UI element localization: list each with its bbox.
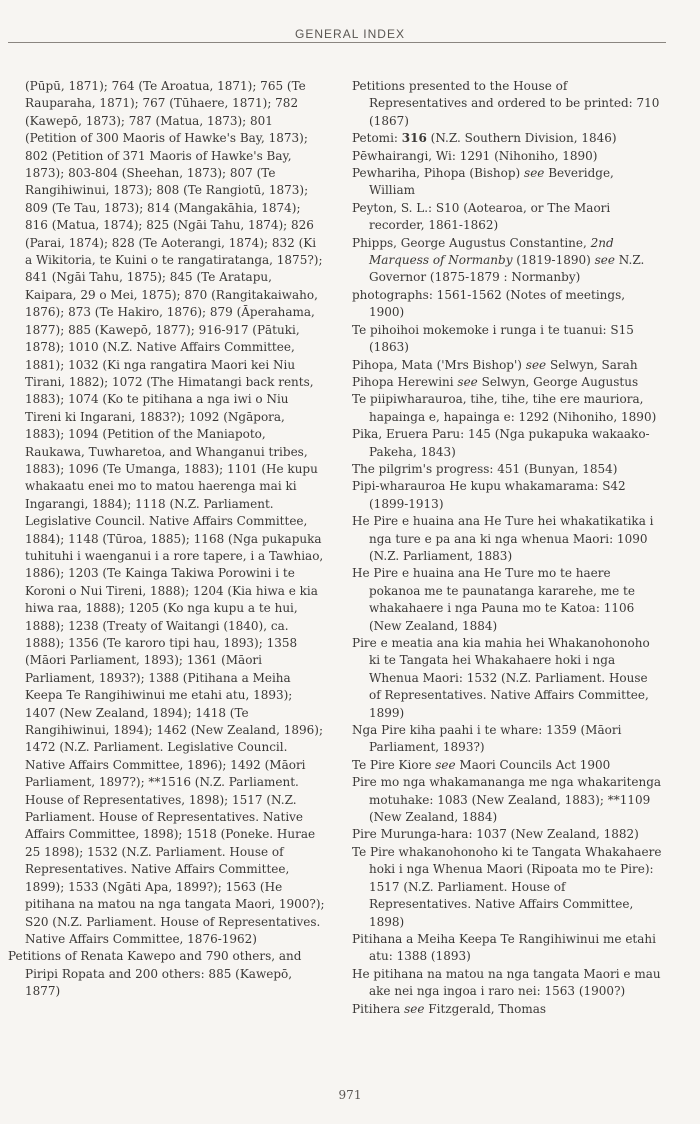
index-entry: The pilgrim's progress: 451 (Bunyan, 1854) xyxy=(352,461,618,476)
index-entry: Pire e meatia ana kia mahia hei Whakanohonoho ki te Tangata hei Whakahaere hoki i nga Whenua Maori: 1532 (N.Z. Parliament. House of Representatives. Native Affairs Committee, 1899) xyxy=(352,636,650,720)
entry-text: Te Pire Kiore xyxy=(352,757,436,772)
index-entry: Petitions presented to the House of Representatives and ordered to be printed: 710 (1867) xyxy=(352,79,660,128)
see-reference: see xyxy=(404,1001,425,1016)
index-entry: Te piipiwharauroa, tihe, tihe, tihe ere mauriora, hapainga e, hapainga e: 1292 (Nihoniho, 1890) xyxy=(352,392,657,424)
entry-text: (N.Z. Southern Division, 1846) xyxy=(426,131,617,146)
bold-reference: 316 xyxy=(401,131,427,146)
index-entry: Te Pire whakanohonoho ki te Tangata Whakahaere hoki i nga Whenua Maori (Ripoata mo te Pire): 1517 (N.Z. Parliament. House of Representatives. Native Affairs Committee, 1898) xyxy=(352,844,662,929)
entry-text: Fitzgerald, Thomas xyxy=(424,1001,547,1016)
index-entry: Pipi-wharauroa He kupu whakamarama: S42 (1899-1913) xyxy=(352,479,626,511)
index-entry: Pēwhairangi, Wi: 1291 (Nihoniho, 1890) xyxy=(352,148,598,163)
index-entry: Nga Pire kiha paahi i te whare: 1359 (Māori Parliament, 1893?) xyxy=(352,723,622,755)
index-entry: Pitihana a Meiha Keepa Te Rangihiwinui me etahi atu: 1388 (1893) xyxy=(352,931,656,964)
entry-text: Pihopa, Mata ('Mrs Bishop') xyxy=(352,357,526,372)
index-entry: Pika, Eruera Paru: 145 (Nga pukapuka wakaako-Pakeha, 1843) xyxy=(352,427,650,459)
header-rule xyxy=(8,42,666,43)
index-entry: photographs: 1561-1562 (Notes of meetings, 1900) xyxy=(352,287,626,320)
entry-text: Selwyn, George Augustus xyxy=(477,374,639,389)
index-entry: He pitihana na matou na nga tangata Maori e mau ake nei nga ingoa i raro nei: 1563 (1900?) xyxy=(352,966,661,999)
entry-text: (1819-1890) xyxy=(512,253,595,268)
index-entry: Te pihoihoi mokemoke i runga i te tuanui: S15 (1863) xyxy=(352,322,634,355)
index-entry-continuation: (Pūpū, 1871); 764 (Te Aroatua, 1871); 765 (Te Rauparaha, 1871); 767 (Tūhaere, 1871); 782 (Kawepō, 1873); 787 (Matua, 1873); 801 (Petition of 300 Maoris of Hawke's Bay, 1873); 802 (Petition of 371 Maoris of Hawke's Bay, 1873); 803-804 (Sheehan, 1873); 807 (Te Rangihiwinui, 1873); 808 (Te Rangiotū, 1873); 809 (Te Tau, 1873); 814 (Mangakāhia, 1874); 816 (Matua, 1874); 825 (Ngāi Tahu, 1874); 826 (Parai, 1874); 828 (Te Aoterangi, 1874); 832 (Ki a Wikitoria, te Kuini o te rangatiratanga, 1875?); 841 (Ngāi Tahu, 1875); 845 (Te Aratapu, Kaipara, 29 o Mei, 1875); 870 (Rangitakaiwaho, 1876); 873 (Te Hakiro, 1876); 879 (Āperahama, 1877); 885 (Kawepō, 1877); 916-917 (Pātuki, 1878); 1010 (N.Z. Native Affairs Committee, 1881); 1032 (Ki nga rangatira Maori kei Niu Tirani, 1882); 1072 (The Himatangi back rents, 1883); 1074 (Ko te pitihana a nga iwi o Niu Tireni ki Ingarani, 1883?); 1092 (Ngāpora, 1883); 1094 (Petition of the Maniapoto, Raukawa, Tuwharetoa, and Whanganui tribes, 1883); 1096 (Te Umanga, 1883); 1101 (He kupu whakaatu enei mo to matou haerenga mai ki Ingarangi, 1884); 1118 (N.Z. Parliament. Legislative Council. Native Affairs Committee, 1884); 1148 (Tūroa, 1885); 1168 (Nga pukapuka tuhituhi i waenganui i a rore tapere, i a Tawhiao, 1886); 1203 (Te Kainga Takiwa Porowini i te Koroni o Nui Tireni, 1888); 1204 (Kia hiwa e kia hiwa raa, 1888); 1205 (Ko nga kupu a te hui, 1888); 1238 (Treaty of Waitangi (1840), ca. 1888); 1356 (Te karoro tipi hau, 1893); 1358 (Māori Parliament, 1893); 1361 (Māori Parliament, 1893?); 1388 (Pitihana a Meiha Keepa Te Rangihiwinui me etahi atu, 1893); 1407 (New Zealand, 1894); 1418 (Te Rangihiwinui, 1894); 1462 (New Zealand, 1896); 1472 (N.Z. Parliament. Legislative Council. Native Affairs Committee, 1896); 1492 (Māori Parliament, 1897?); **1516 (N.Z. Parliament. House of Representatives, 1898); 1517 (N.Z. Parliament. House of Representatives. Native Affairs Committee, 1898); 1518 (Poneke. Hurae 25 1898); 1532 (N.Z. Parliament. House of Representatives. Native Affairs Committee, 1899); 1533 (Ngāti Apa, 1899?); 1563 (He pitihana na matou na nga tangata Maori, 1900?); S20 (N.Z. Parliament. House of Representatives. Native Affairs Committee, 1876-1962) xyxy=(25,79,325,946)
index-entry xyxy=(352,757,662,774)
entry-text: Maori Councils Act 1900 xyxy=(455,757,611,772)
index-entry xyxy=(352,165,662,200)
see-reference: see xyxy=(594,253,615,268)
index-entry xyxy=(352,130,662,147)
entry-text: Pewhariha, Pihopa (Bishop) xyxy=(352,166,525,181)
index-entry: He Pire e huaina ana He Ture hei whakatikatika i nga ture e pa ana ki nga whenua Maori: 1090 (N.Z. Parliament, 1883) xyxy=(352,514,654,563)
entry-text: Selwyn, Sarah xyxy=(546,357,638,372)
index-entry: He Pire e huaina ana He Ture mo te haere pokanoa me te paunatanga kararehe, me te whakahaere i nga Pauna mo te Katoa: 1106 (New Zealand, 1884) xyxy=(352,566,635,633)
entry-text: Phipps, George Augustus Constantine, xyxy=(352,235,591,250)
index-entry: Petitions of Renata Kawepo and 790 others, and Piripi Ropata and 200 others: 885 (Kawepō, 1877) xyxy=(8,949,302,999)
running-head: GENERAL INDEX xyxy=(295,27,405,41)
see-reference: see xyxy=(525,357,547,372)
index-entry xyxy=(352,1001,662,1018)
entry-text: Petomi: xyxy=(352,131,402,146)
entry-text: Pitihera xyxy=(352,1001,405,1016)
see-reference: see xyxy=(435,757,456,772)
index-entry xyxy=(352,374,662,391)
entry-text: N.Z. Governor (1875-1879 : Normanby) xyxy=(369,253,645,285)
italic-title: 2nd Marquess of Normanby xyxy=(369,235,614,268)
entry-text: Pihopa Herewini xyxy=(352,374,458,389)
page-number: 971 xyxy=(338,1088,362,1102)
right-column xyxy=(352,78,662,1018)
index-entry: Peyton, S. L.: S10 (Aotearoa, or The Maori recorder, 1861-1862) xyxy=(352,200,611,233)
index-entry xyxy=(352,357,662,374)
index-entry xyxy=(352,235,662,287)
index-entry: Pire mo nga whakamananga me nga whakaritenga motuhake: 1083 (New Zealand, 1883); **1109 (New Zealand, 1884) xyxy=(352,775,662,825)
index-entry: Pire Murunga-hara: 1037 (New Zealand, 1882) xyxy=(352,827,639,842)
see-reference: see xyxy=(524,166,545,181)
entry-text: Beveridge, William xyxy=(369,166,614,198)
see-reference: see xyxy=(457,374,478,389)
left-column xyxy=(8,78,326,1001)
